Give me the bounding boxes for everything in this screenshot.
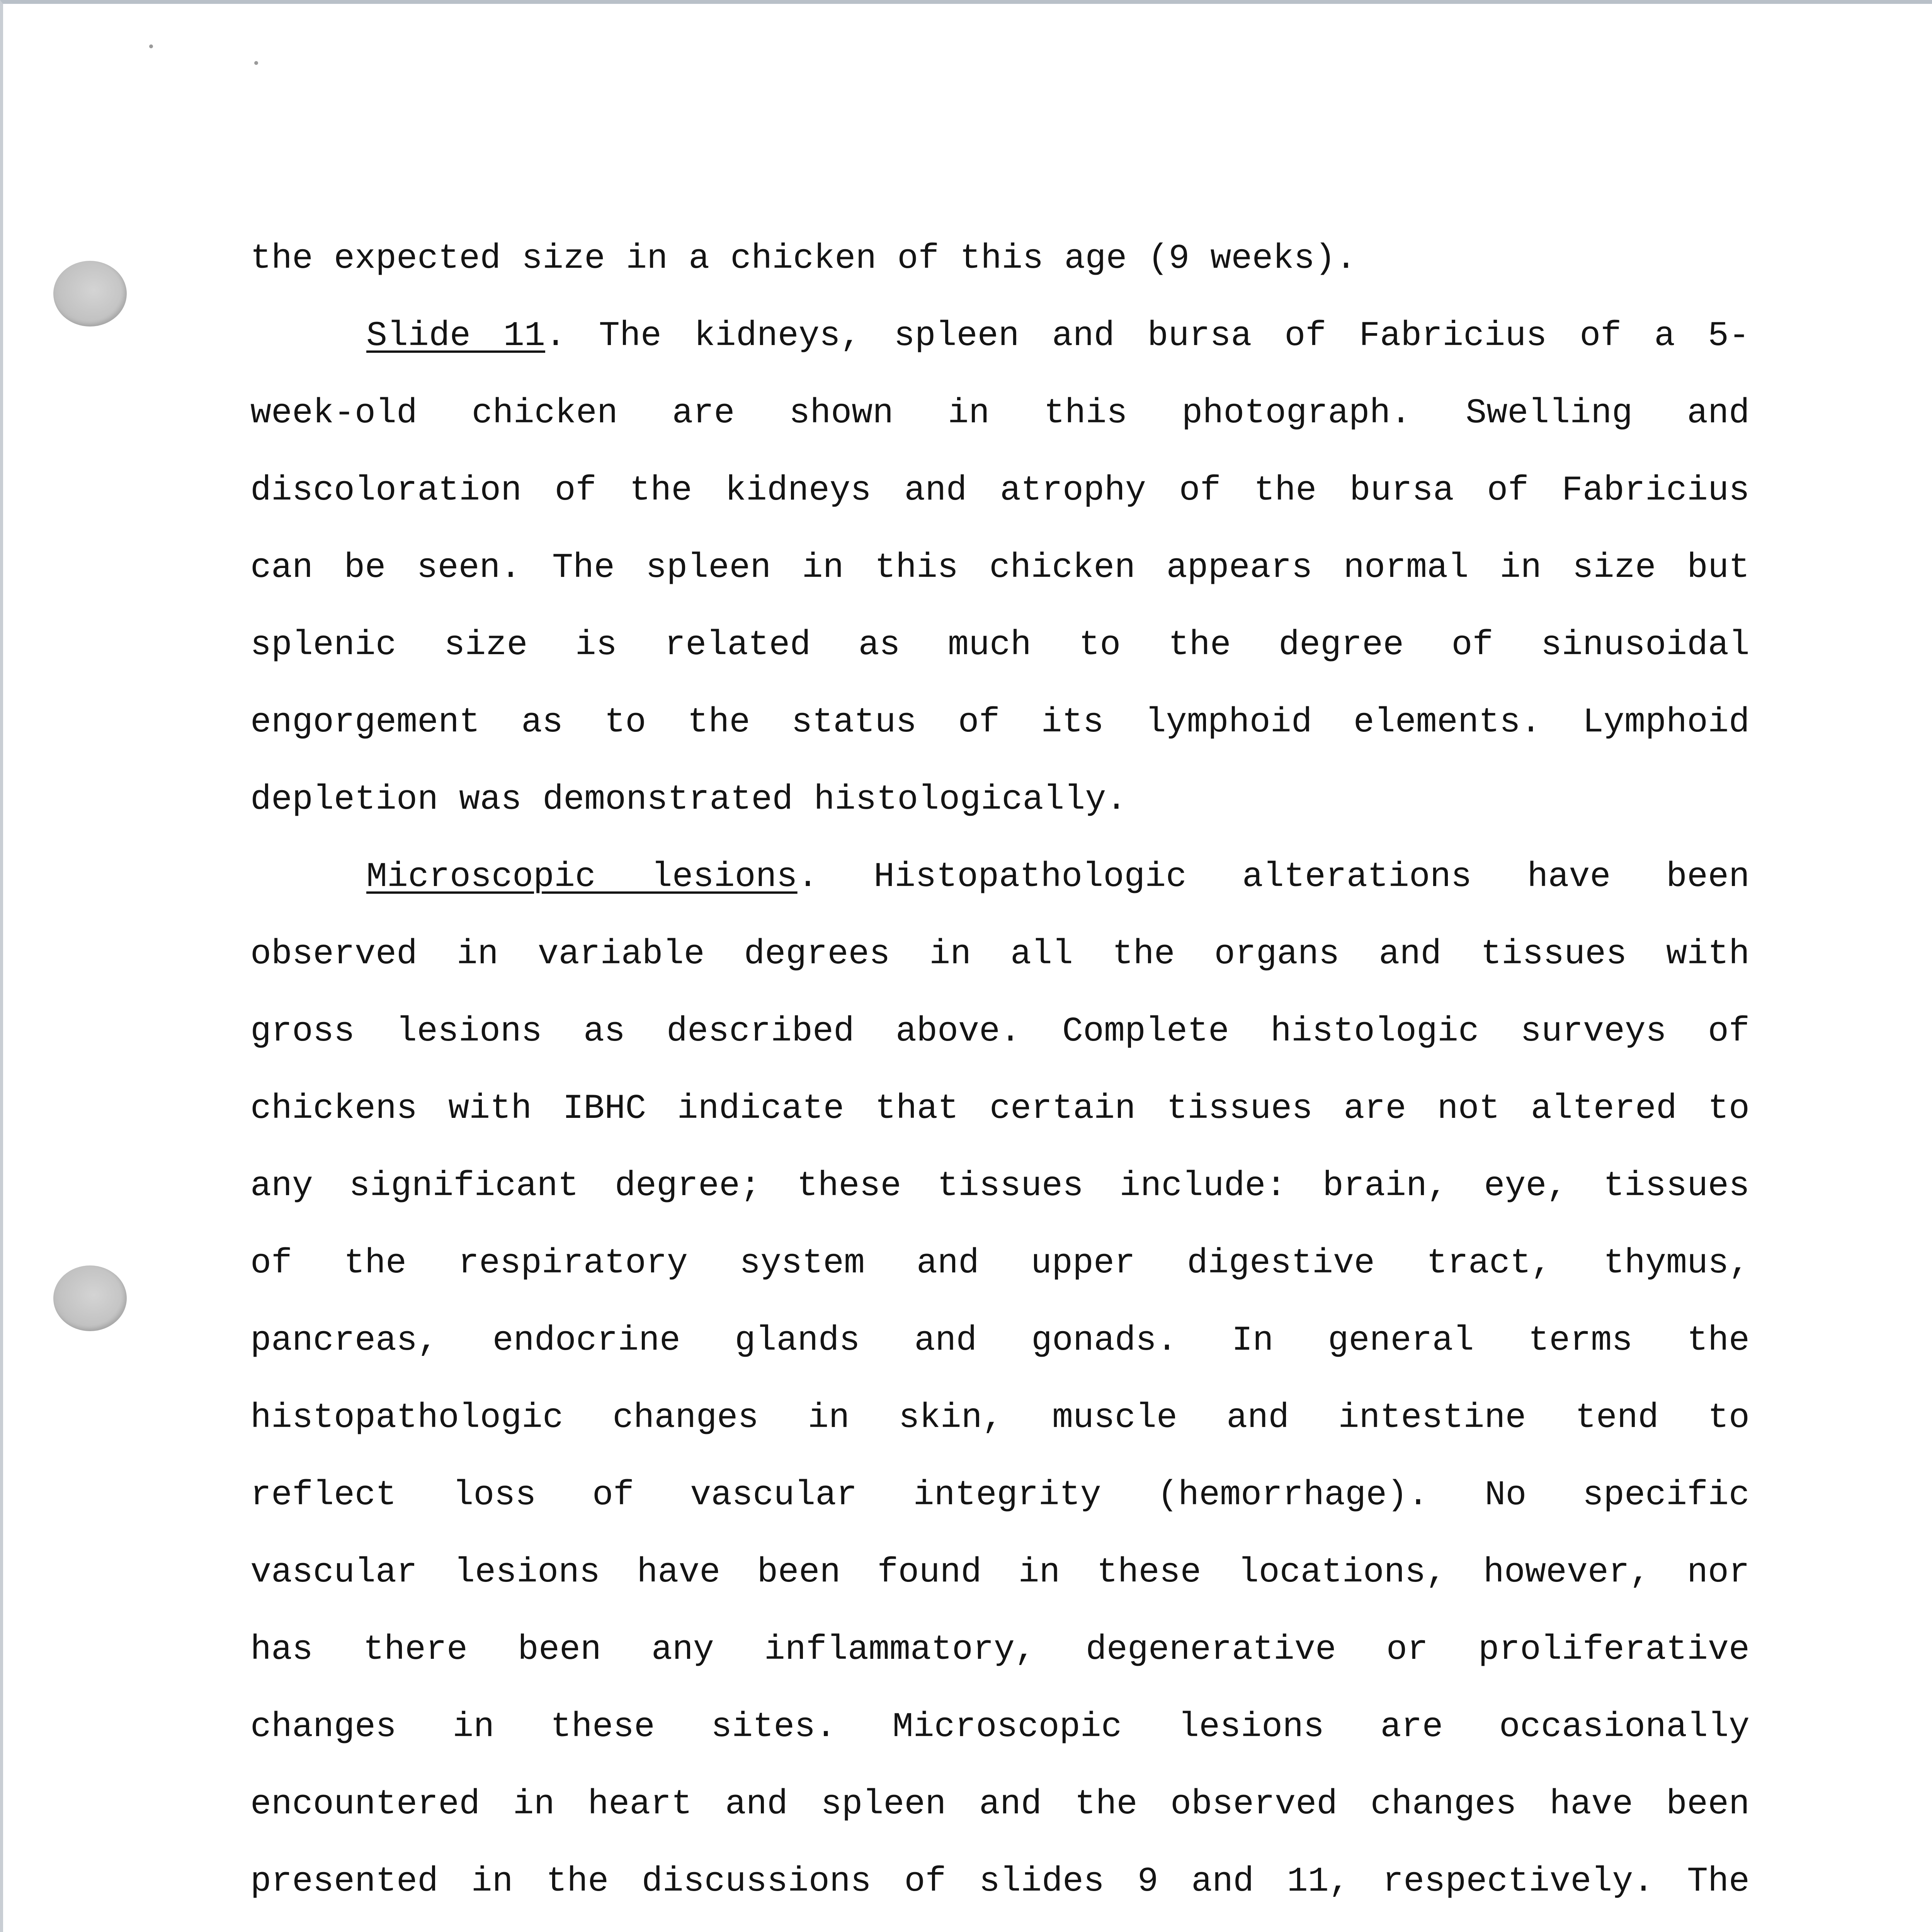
text-line: any significant degree; these tissues include: brain, eye, tissues	[250, 1167, 1750, 1206]
text-line: encountered in heart and spleen and the observed changes have been	[250, 1785, 1750, 1824]
text-line: depletion was demonstrated histologically.	[250, 780, 1127, 820]
text-line: gross lesions as described above. Complete histologic surveys of	[250, 1012, 1750, 1051]
heading-microscopic-lesions: Microscopic lesions	[366, 857, 798, 897]
scan-speck	[149, 44, 153, 48]
text-line: histopathologic changes in skin, muscle and intestine tend to	[250, 1398, 1750, 1438]
paragraph-slide-11-start: Slide 11. The kidneys, spleen and bursa of Fabricius of a 5-	[366, 316, 1750, 356]
text-line: the expected size in a chicken of this age (9 weeks).	[250, 239, 1357, 279]
text-line: of the respiratory system and upper digestive tract, thymus,	[250, 1244, 1750, 1283]
text-line: vascular lesions have been found in these locations, however, nor	[250, 1553, 1750, 1592]
paragraph-microscopic-lesions-start: Microscopic lesions. Histopathologic alterations have been	[366, 857, 1750, 897]
text-line: has there been any inflammatory, degenerative or proliferative	[250, 1630, 1750, 1670]
text-line: reflect loss of vascular integrity (hemorrhage). No specific	[250, 1476, 1750, 1515]
text-line: chickens with IBHC indicate that certain tissues are not altered to	[250, 1089, 1750, 1129]
text-line: week-old chicken are shown in this photograph. Swelling and	[250, 394, 1750, 433]
text-line: observed in variable degrees in all the organs and tissues with	[250, 935, 1750, 974]
text-line: can be seen. The spleen in this chicken appears normal in size but	[250, 548, 1750, 588]
text-line: discoloration of the kidneys and atrophy of the bursa of Fabricius	[250, 471, 1750, 510]
heading-slide-11: Slide 11	[366, 316, 545, 356]
text-line: splenic size is related as much to the degree of sinusoidal	[250, 626, 1750, 665]
binder-hole-top	[53, 261, 127, 327]
text-line: engorgement as to the status of its lymphoid elements. Lymphoid	[250, 703, 1750, 742]
binder-hole-middle	[53, 1265, 127, 1331]
text-line: presented in the discussions of slides 9 and 11, respectively. The	[250, 1862, 1750, 1901]
body-text	[250, 220, 1750, 1932]
text-line	[250, 1920, 1750, 1932]
text-line: changes in these sites. Microscopic lesions are occasionally	[250, 1708, 1750, 1747]
scan-speck	[254, 61, 258, 65]
text-line: pancreas, endocrine glands and gonads. In general terms the	[250, 1321, 1750, 1361]
